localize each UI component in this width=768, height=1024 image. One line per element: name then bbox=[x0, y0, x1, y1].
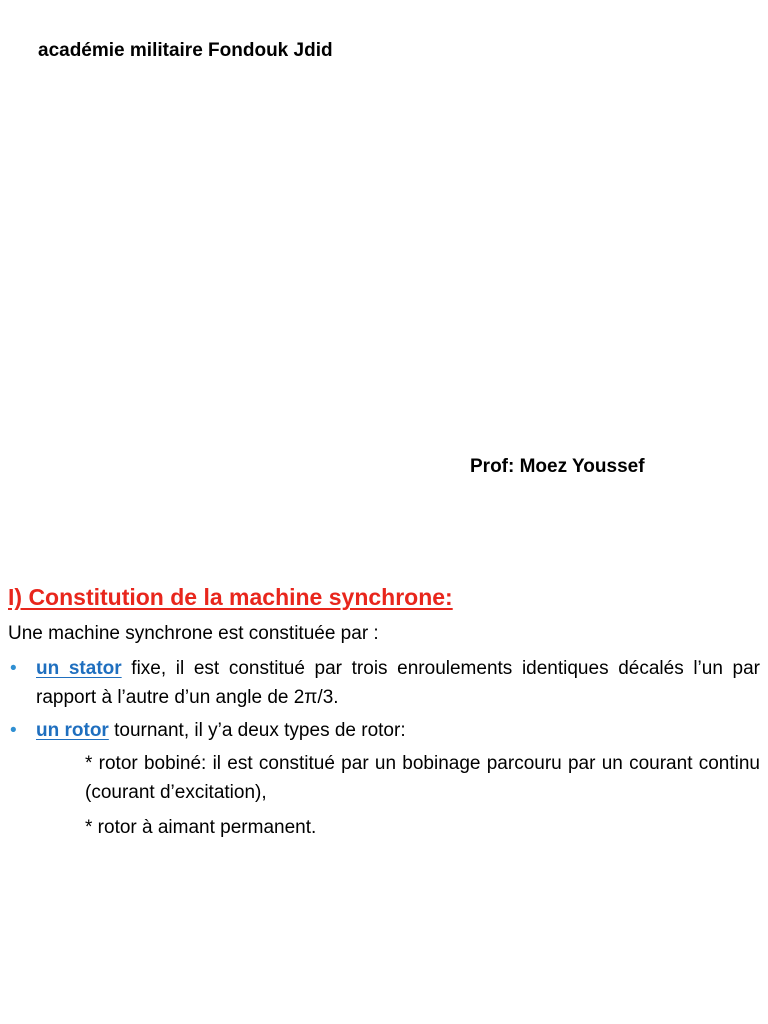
bullet-rotor bbox=[8, 716, 760, 745]
institution-title: académie militaire Fondouk Jdid bbox=[38, 40, 333, 61]
section-intro: Une machine synchrone est constituée par : bbox=[8, 623, 379, 644]
section-heading: I) Constitution de la machine synchrone: bbox=[8, 584, 453, 610]
rotor-description: tournant, il y’a deux types de rotor: bbox=[108, 720, 406, 741]
rotor-type-permanent-magnet: * rotor à aimant permanent. bbox=[85, 817, 317, 838]
bullet-dot-icon: • bbox=[10, 658, 17, 679]
author-name: Prof: Moez Youssef bbox=[470, 456, 645, 477]
bullet-dot-icon: • bbox=[10, 720, 17, 741]
rotor-type-wound: * rotor bobiné: il est constitué par un bobinage parcouru par un courant continu (courant d’excitation), bbox=[85, 753, 760, 803]
stator-description: fixe, il est constitué par trois enroulements identiques décalés l’un par rapport à l’autre d’un angle de 2π/3. bbox=[36, 658, 761, 708]
term-stator: un stator bbox=[36, 658, 122, 679]
section-constitution bbox=[8, 584, 760, 848]
bullet-stator bbox=[8, 654, 760, 712]
term-rotor: un rotor bbox=[36, 720, 109, 741]
